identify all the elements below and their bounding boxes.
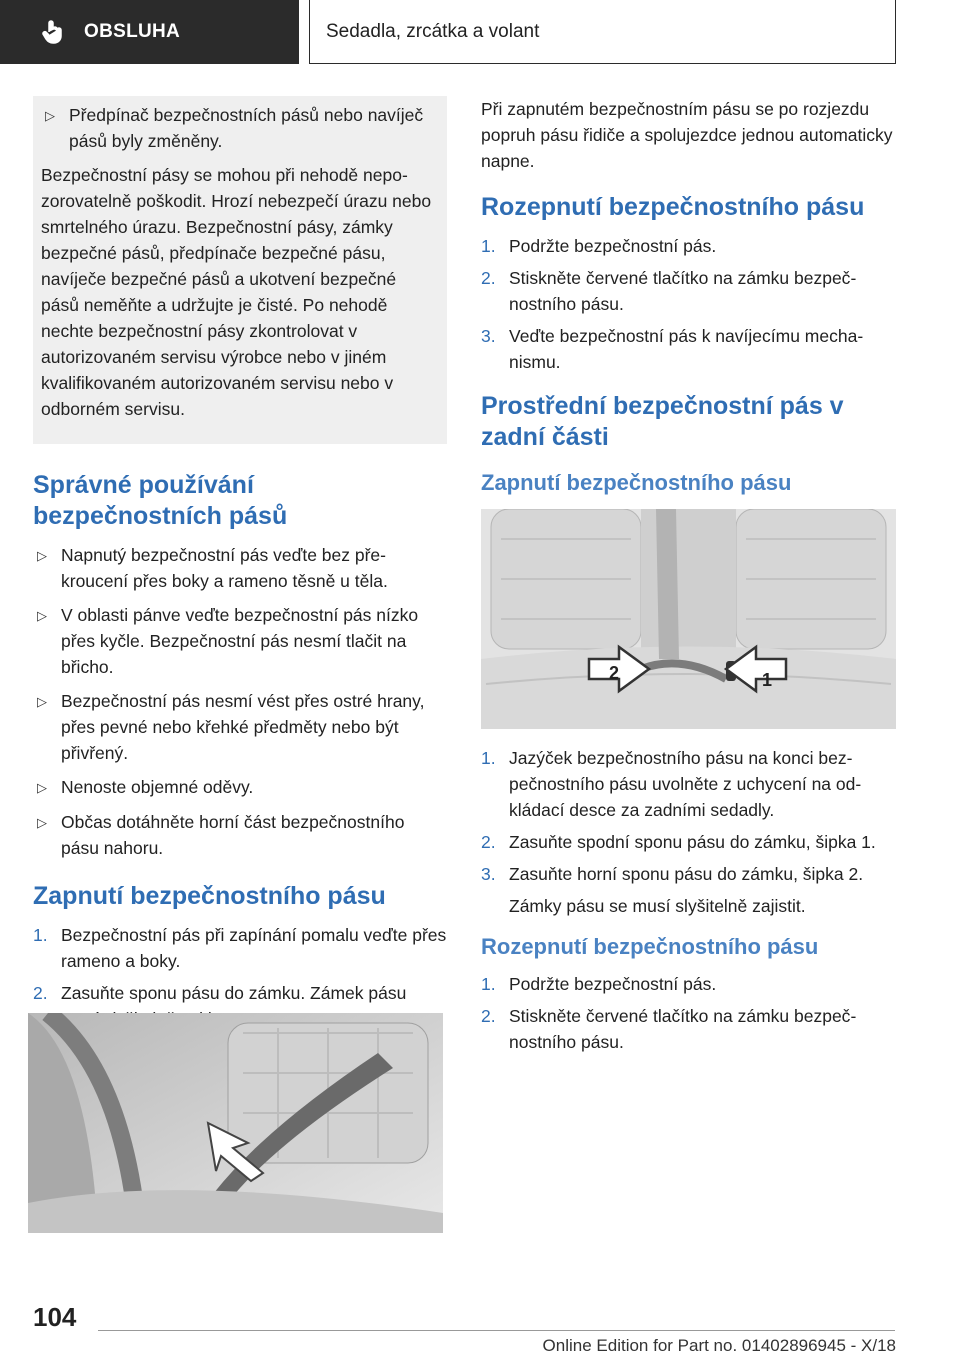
middle-belt-heading: Prostřední bezpečnostní pás v zadní části bbox=[481, 392, 844, 451]
intro-text: Při zapnutém bezpečnostním pásu se po rozjezdu popruh pásu řidiče a spolujezdce jednou automaticky napne. bbox=[481, 99, 893, 171]
footer-divider bbox=[98, 1330, 895, 1331]
list-item-text: Bezpečnostní pás nesmí vést přes ostré hrany, přes pevné nebo křehké předměty nebo být přivřený. bbox=[61, 691, 425, 763]
step-item bbox=[481, 829, 896, 855]
unfasten-heading: Rozepnutí bezpečnostního pásu bbox=[481, 193, 865, 221]
fasten-heading: Zapnutí bezpečnostního pásu bbox=[33, 882, 386, 910]
rear-middle-belt-photo bbox=[481, 509, 896, 729]
step-number: 2. bbox=[481, 268, 496, 288]
step-number: 2. bbox=[33, 983, 48, 1003]
chapter-tab bbox=[309, 0, 896, 64]
triangle-bullet-icon: ▷ bbox=[37, 694, 47, 709]
step-text: Veďte bezpečnostní pás k navíjecímu mechanismu. bbox=[509, 326, 864, 372]
step-text: Bezpečnostní pás při zapínání pomalu veďte přes rameno a boky. bbox=[61, 925, 447, 971]
step-number: 1. bbox=[481, 748, 496, 768]
list-item-text: Nenoste objemné oděvy. bbox=[61, 777, 254, 797]
middle-fasten-steps bbox=[481, 745, 896, 887]
warning-item bbox=[41, 102, 437, 154]
proper-use-heading: Správné používání bezpečnostních pásů bbox=[33, 471, 288, 530]
step-number: 3. bbox=[481, 326, 496, 346]
warning-box bbox=[33, 96, 447, 444]
edition-text: Online Edition for Part no. 01402896945 - X/18 bbox=[542, 1336, 896, 1355]
step-item bbox=[481, 323, 896, 375]
step-text: Zasuňte spodní sponu pásu do zámku, šipka 1. bbox=[509, 832, 876, 852]
triangle-bullet-icon: ▷ bbox=[45, 108, 55, 123]
list-item bbox=[33, 542, 447, 594]
step-number: 1. bbox=[33, 925, 48, 945]
step-number: 3. bbox=[481, 864, 496, 884]
unfasten-steps bbox=[481, 233, 896, 375]
step-text: Podržte bezpečnostní pás. bbox=[509, 236, 717, 256]
list-item bbox=[33, 809, 447, 861]
left-column bbox=[33, 96, 447, 1038]
step-item bbox=[481, 265, 896, 317]
step-item bbox=[481, 745, 896, 823]
triangle-bullet-icon: ▷ bbox=[37, 548, 47, 563]
warning-text: Bezpečnostní pásy se mohou při nehodě nepozorovatelně poškodit. Hrozí nebezpečí úrazu nebo smrtelného úrazu. Bezpečnostní pásy, zámky bezpečné pásů, předpínače bezpečné pásu, navíječe bezpečné pásů a ukotvení bezpečné pásů neměňte a udržujte je čisté. Po nehodě nechte bezpečnostní pásy zkontrolovat v autorizovaném servisu výrobce nebo v jiném kvalifikovaném autorizovaném servisu nebo v odborném servisu. bbox=[41, 165, 432, 419]
list-item-text: Napnutý bezpečnostní pás veďte bez překroucení přes boky a rameno těsně u těla. bbox=[61, 545, 388, 591]
section-tab bbox=[0, 0, 299, 64]
list-item bbox=[33, 688, 447, 766]
middle-fasten-heading: Zapnutí bezpečnostního pásu bbox=[481, 470, 792, 495]
chapter-label: Sedadla, zrcátka a volant bbox=[326, 20, 540, 42]
hand-pointer-icon bbox=[40, 19, 66, 45]
arrow-label-1: 1 bbox=[761, 670, 773, 690]
step-text: Stiskněte červené tlačítko na zámku bezpečnostního pásu. bbox=[509, 1006, 857, 1052]
front-seat-belt-photo bbox=[28, 1013, 443, 1233]
page-number: 104 bbox=[33, 1302, 77, 1332]
step-text: Podržte bezpečnostní pás. bbox=[509, 974, 717, 994]
triangle-bullet-icon: ▷ bbox=[37, 815, 47, 830]
triangle-bullet-icon: ▷ bbox=[37, 780, 47, 795]
step-item bbox=[481, 861, 896, 887]
warning-item-text: Předpínač bezpečnostních pásů nebo navíječ pásů byly změněny. bbox=[69, 105, 424, 151]
right-column bbox=[481, 96, 896, 1061]
step-text: Jazýček bezpečnostního pásu na konci bezpečnostního pásu uvolněte z uchycení na odkládací desce za zadními sedadly. bbox=[509, 748, 862, 820]
list-item bbox=[33, 602, 447, 680]
step-number: 1. bbox=[481, 236, 496, 256]
step-item bbox=[33, 922, 447, 974]
step-text: Zasuňte sponu pásu do zámku. Zámek pásu bbox=[61, 983, 407, 1003]
step-text: Zasuňte horní sponu pásu do zámku, šipka 2. bbox=[509, 864, 864, 884]
step-item bbox=[481, 1003, 896, 1055]
triangle-bullet-icon: ▷ bbox=[37, 608, 47, 623]
step-item bbox=[481, 971, 896, 997]
step-item bbox=[481, 233, 896, 259]
step-number: 2. bbox=[481, 1006, 496, 1026]
section-label: OBSLUHA bbox=[84, 21, 181, 42]
page-header bbox=[0, 0, 960, 66]
middle-unfasten-heading: Rozepnutí bezpečnostního pásu bbox=[481, 934, 819, 959]
list-item-text: Občas dotáhněte horní část bezpečnostního pásu nahoru. bbox=[61, 812, 405, 858]
step-number: 1. bbox=[481, 974, 496, 994]
list-item bbox=[33, 774, 447, 801]
list-item-text: V oblasti pánve veďte bezpečnostní pás nízko přes kyčle. Bezpečnostní pás nesmí tlačit na břicho. bbox=[61, 605, 419, 677]
arrow-label-2: 2 bbox=[608, 663, 620, 683]
step-number: 2. bbox=[481, 832, 496, 852]
step-text: Stiskněte červené tlačítko na zámku bezpečnostního pásu. bbox=[509, 268, 857, 314]
middle-unfasten-steps bbox=[481, 971, 896, 1055]
lock-note: Zámky pásu se musí slyšitelně zajistit. bbox=[509, 896, 806, 916]
proper-use-list bbox=[33, 542, 447, 861]
